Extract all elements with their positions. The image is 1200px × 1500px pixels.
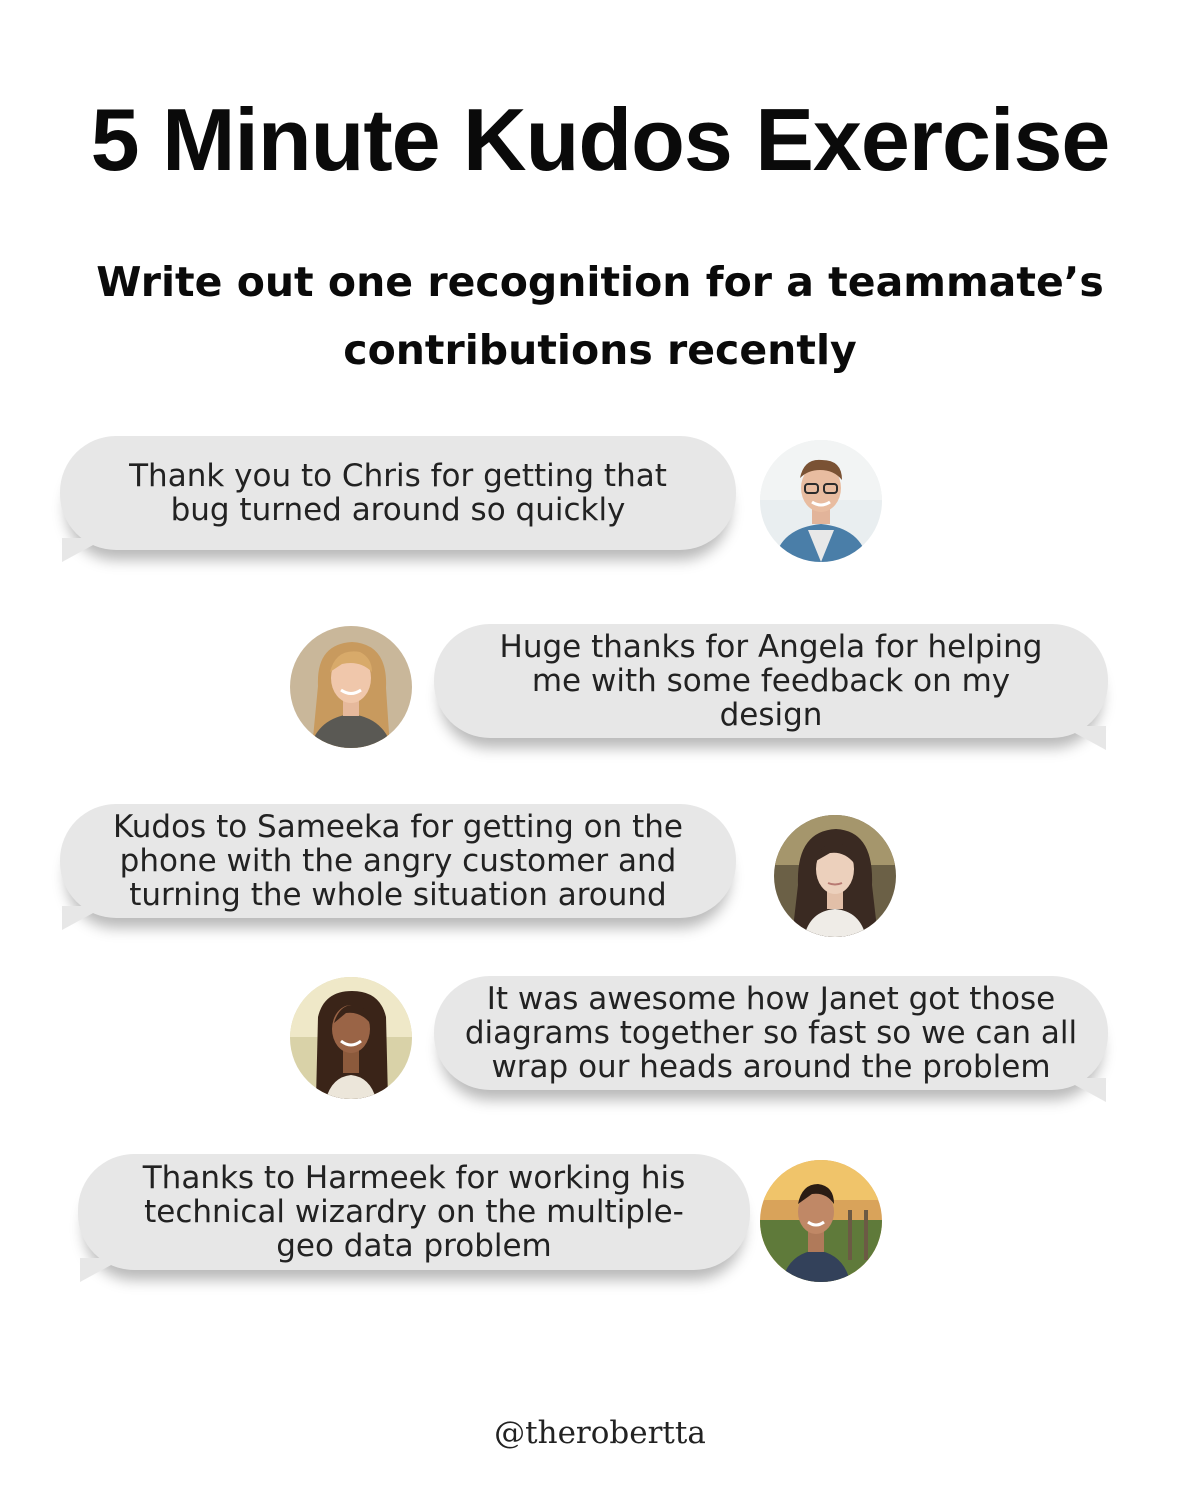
woman-braids-avatar bbox=[290, 977, 412, 1099]
kudos-bubble-janet bbox=[434, 976, 1108, 1090]
kudos-bubble-chris bbox=[60, 436, 736, 550]
bubble-tail bbox=[1062, 726, 1106, 750]
kudos-text: Thank you to Chris for getting that bug turned around so quickly bbox=[129, 458, 667, 528]
kudos-text: Huge thanks for Angela for helping me with some feedback on my design bbox=[499, 629, 1043, 733]
man-sunset-avatar bbox=[760, 1160, 882, 1282]
bubble-tail bbox=[1062, 1078, 1106, 1102]
kudos-text: Kudos to Sameeka for getting on the phone with the angry customer and turning the whole situation around bbox=[112, 809, 683, 913]
man-glasses-avatar bbox=[760, 440, 882, 562]
woman-blonde-avatar bbox=[290, 626, 412, 748]
kudos-text: It was awesome how Janet got those diagrams together so fast so we can all wrap our heads around the problem bbox=[464, 981, 1078, 1085]
kudos-bubble-sameeka bbox=[60, 804, 736, 918]
author-handle: @therobertta bbox=[494, 1415, 706, 1451]
kudos-text: Thanks to Harmeek for working his technical wizardry on the multiple-geo data problem bbox=[142, 1160, 686, 1264]
kudos-bubble-harmeek bbox=[78, 1154, 750, 1270]
bubble-tail bbox=[80, 1258, 124, 1282]
bubble-tail bbox=[62, 538, 106, 562]
bubble-tail bbox=[62, 906, 106, 930]
page-subtitle: Write out one recognition for a teammate’s contributions recently bbox=[96, 258, 1104, 374]
page-title: 5 Minute Kudos Exercise bbox=[90, 90, 1110, 189]
woman-dark-hair-avatar bbox=[774, 815, 896, 937]
kudos-bubble-angela bbox=[434, 624, 1108, 738]
